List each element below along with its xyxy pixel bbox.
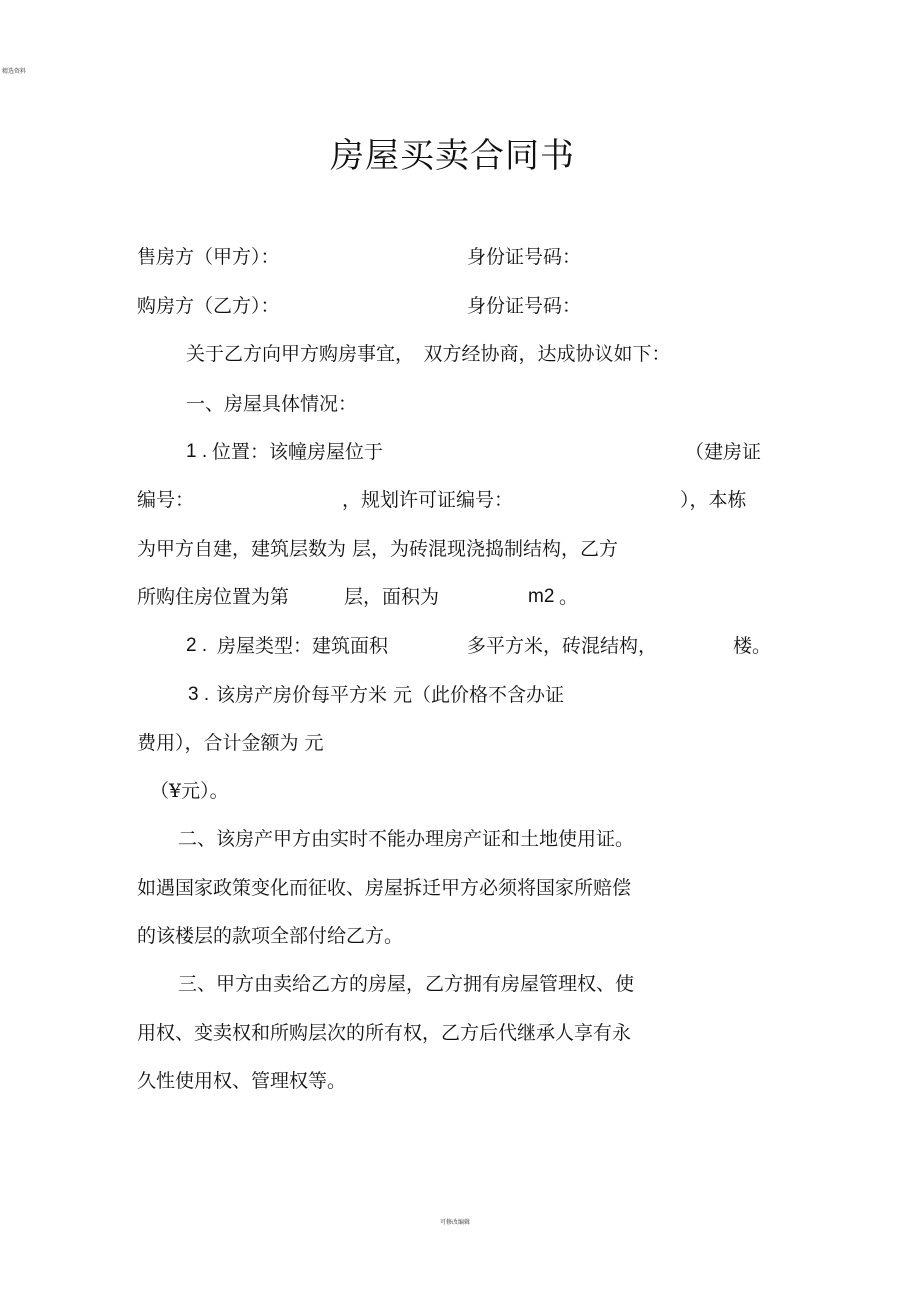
line-c-left: 所购住房位置为第 bbox=[137, 586, 290, 608]
item2-number: 2 . bbox=[186, 635, 208, 656]
line-a-right: ），本栋 bbox=[680, 489, 747, 511]
line-b: 为甲方自建，建筑层数为 层，为砖混现浇捣制结构，乙方 bbox=[137, 538, 619, 560]
item1-text: 位置：该幢房屋位于 bbox=[212, 441, 384, 463]
section1-title: 一、房屋具体情况： bbox=[186, 393, 358, 415]
line-c-end: 。 bbox=[559, 586, 579, 608]
corner-note: 精选资料 bbox=[2, 68, 27, 75]
item3-line3: （¥元）。 bbox=[150, 780, 229, 802]
line-c-unit: m2 bbox=[528, 586, 555, 607]
footer-note: 可修改编辑 bbox=[440, 1219, 471, 1226]
section3-line1: 三、甲方由卖给乙方的房屋，乙方拥有房屋管理权、使 bbox=[178, 973, 635, 995]
item2-end: 楼。 bbox=[733, 635, 772, 657]
seller-label: 售房方（甲方）： bbox=[137, 246, 280, 268]
item3-number: 3 . bbox=[188, 684, 210, 705]
item1-number: 1 . bbox=[186, 441, 208, 462]
item2-mid: 多平方米，砖混结构， bbox=[467, 635, 658, 657]
item3-text: 该房产房价每平方米 元（此价格不含办证 bbox=[216, 684, 565, 706]
line-c-mid: 层，面积为 bbox=[344, 586, 440, 608]
section2-line2: 如遇国家政策变化而征收、房屋拆迁甲方必须将国家所赔偿 bbox=[137, 877, 632, 899]
document-title: 房屋买卖合同书 bbox=[330, 136, 575, 176]
item1-right: （建房证 bbox=[685, 441, 762, 463]
item2-text: 房屋类型：建筑面积 bbox=[217, 635, 389, 657]
section2-line3: 的该楼层的款项全部付给乙方。 bbox=[137, 925, 404, 947]
section3-line3: 久性使用权、管理权等。 bbox=[137, 1070, 347, 1092]
buyer-label: 购房方（乙方）： bbox=[137, 295, 280, 317]
item3-line2: 费用），合计金额为 元 bbox=[137, 732, 324, 754]
line-a-mid: ，规划许可证编号： bbox=[342, 489, 514, 511]
section3-line2: 用权、变卖权和所购层次的所有权，乙方后代继承人享有永 bbox=[137, 1022, 632, 1044]
section2-line1: 二、该房产甲方由实时不能办理房产证和土地使用证。 bbox=[178, 828, 635, 850]
buyer-id-label: 身份证号码： bbox=[467, 295, 582, 317]
intro-paragraph: 关于乙方向甲方购房事宜， 双方经协商，达成协议如下： bbox=[186, 343, 671, 365]
seller-id-label: 身份证号码： bbox=[467, 246, 582, 268]
line-a-left: 编号： bbox=[137, 489, 195, 511]
